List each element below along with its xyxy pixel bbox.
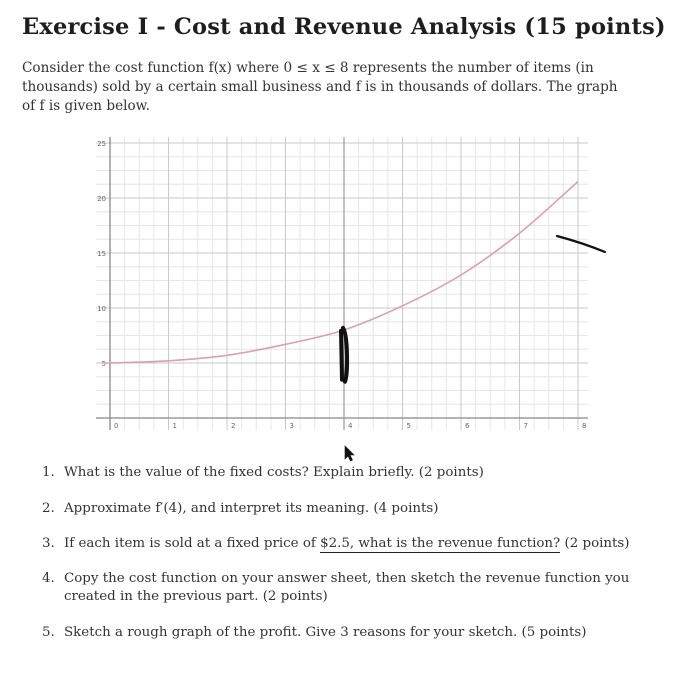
handwritten-stroke: [557, 236, 605, 252]
x-tick-label: 5: [406, 422, 411, 430]
x-tick-label: 2: [231, 422, 236, 430]
question-number: 4.: [42, 571, 55, 586]
question-text-end: (2 points): [560, 536, 630, 551]
x-tick-label: 3: [289, 422, 294, 430]
exercise-title: Exercise I - Cost and Revenue Analysis (15 points): [22, 14, 666, 40]
question-line-1: Copy the cost function on your answer sheet, then sketch the revenue function you: [64, 571, 630, 586]
y-tick-label: 10: [97, 305, 106, 313]
cursor-arrow-icon: [345, 446, 354, 461]
question-5: [42, 624, 672, 642]
question-3: [42, 535, 672, 553]
x-tick-label: 1: [172, 422, 177, 430]
x-tick-label: 8: [582, 422, 587, 430]
x-tick-label: 4: [348, 422, 353, 430]
intro-line-2: thousands) sold by a certain small business and f is in thousands of dollars. The graph: [22, 79, 618, 95]
question-text: [64, 535, 672, 553]
question-number: 3.: [42, 536, 55, 551]
question-number: 2.: [42, 501, 55, 516]
y-tick-label: 25: [97, 140, 106, 148]
question-text-start: If each item is sold at a fixed price of: [64, 536, 321, 551]
question-4: [42, 570, 672, 606]
question-2: [42, 500, 672, 518]
question-number: 5.: [42, 625, 55, 640]
y-tick-label: 5: [101, 360, 106, 368]
question-number: 1.: [42, 465, 55, 480]
x-tick-label: 7: [523, 422, 528, 430]
question-text: [64, 570, 672, 606]
x-tick-label: 6: [465, 422, 470, 430]
x-tick-label: 0: [114, 422, 119, 430]
y-tick-label: 15: [97, 250, 106, 258]
question-1: [42, 464, 672, 482]
y-tick-label: 20: [97, 195, 106, 203]
intro-line-3: of f is given below.: [22, 98, 151, 114]
question-line-2: created in the previous part. (2 points): [64, 589, 328, 604]
question-text: Approximate f′(4), and interpret its meaning. (4 points): [64, 501, 439, 516]
underlined-revenue-phrase: $2.5, what is the revenue function?: [320, 536, 561, 551]
question-text: What is the value of the fixed costs? Explain briefly. (2 points): [64, 465, 484, 480]
intro-line-1: Consider the cost function f(x) where 0 ≤ x ≤ 8 represents the number of items (in: [22, 60, 594, 76]
question-text: Sketch a rough graph of the profit. Give 3 reasons for your sketch. (5 points): [64, 625, 587, 640]
